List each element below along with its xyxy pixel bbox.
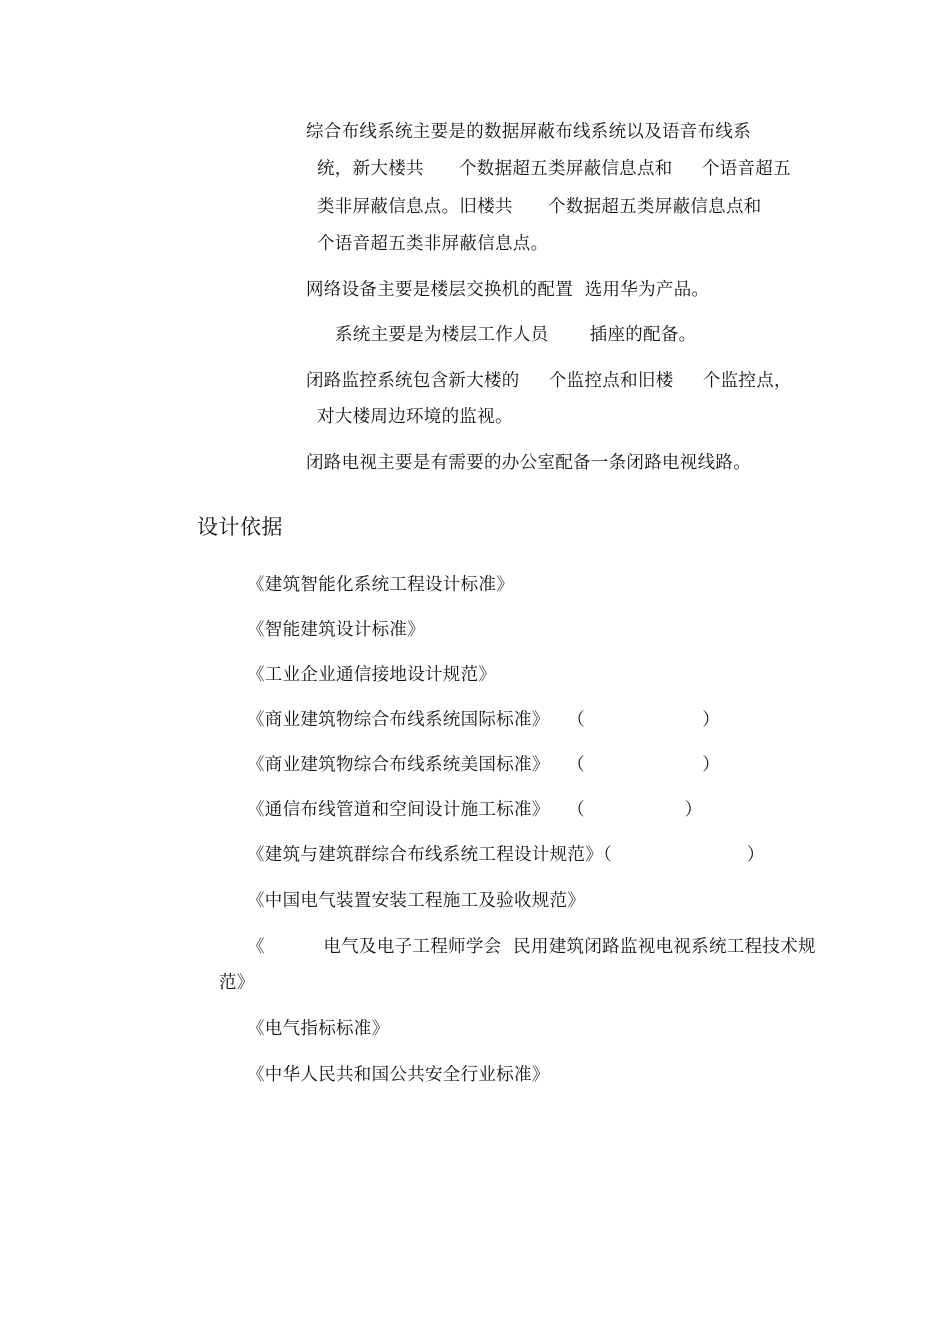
standard-item-10: 《电气指标标准》 [247, 1019, 390, 1039]
network-paragraph: 网络设备主要是楼层交换机的配置 选用华为产品。 [306, 280, 710, 300]
tv-paragraph: 闭路电视主要是有需要的办公室配备一条闭路电视线路。 [306, 453, 751, 473]
standard-item-7: 《建筑与建筑群综合布线系统工程设计规范》（ ） [247, 845, 765, 865]
standard-item-11: 《中华人民共和国公共安全行业标准》 [247, 1065, 550, 1085]
cabling-paragraph-line-1: 综合布线系统主要是的数据屏蔽布线系统以及语音布线系 [306, 122, 751, 142]
standard-item-4: 《商业建筑物综合布线系统国际标准》 （ ） [247, 710, 721, 730]
standard-item-5: 《商业建筑物综合布线系统美国标准》 （ ） [247, 755, 721, 775]
standard-item-1: 《建筑智能化系统工程设计标准》 [247, 575, 514, 595]
standard-item-2: 《智能建筑设计标准》 [247, 620, 425, 640]
standard-item-9-line-2: 范》 [219, 973, 255, 993]
standard-item-8: 《中国电气装置安装工程施工及验收规范》 [247, 891, 586, 911]
section-heading: 设计依据 [197, 515, 283, 539]
system-paragraph: 系统主要是为楼层工作人员 插座的配备。 [335, 325, 697, 345]
cabling-paragraph-line-3: 类非屏蔽信息点。旧楼共 个数据超五类屏蔽信息点和 [317, 197, 762, 217]
cctv-paragraph-line-1: 闭路监控系统包含新大楼的 个监控点和旧楼 个监控点， [306, 371, 792, 391]
standard-item-6: 《通信布线管道和空间设计施工标准》 （ ） [247, 800, 703, 820]
standard-item-9-line-1: 《 电气及电子工程师学会 民用建筑闭路监视电视系统工程技术规 [247, 937, 816, 957]
standard-item-3: 《工业企业通信接地设计规范》 [247, 665, 497, 685]
cctv-paragraph-line-2: 对大楼周边环境的监视。 [317, 407, 513, 427]
cabling-paragraph-line-4: 个语音超五类非屏蔽信息点。 [317, 234, 549, 254]
cabling-paragraph-line-2: 统，新大楼共 个数据超五类屏蔽信息点和 个语音超五 [317, 159, 791, 179]
